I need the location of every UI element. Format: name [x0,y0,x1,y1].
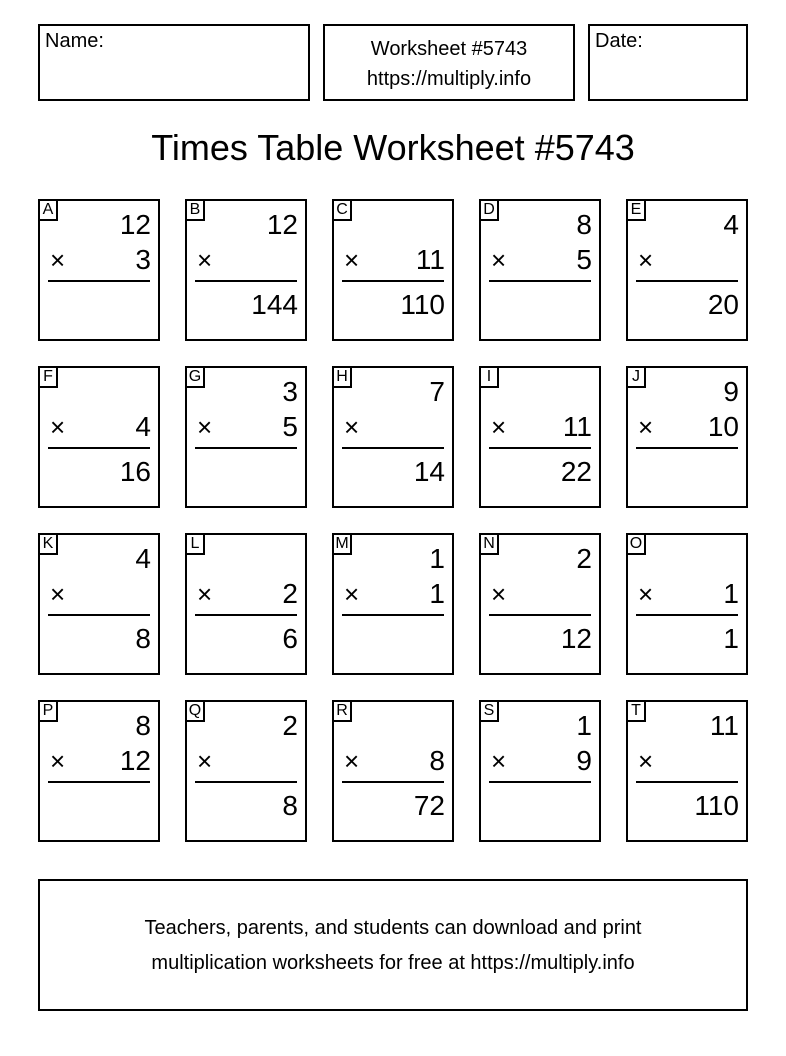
answer-rule [48,280,150,282]
times-sign: × [491,412,507,442]
problem-letter: R [334,702,352,722]
problem-answer: 6 [282,623,298,654]
times-sign: × [638,746,654,776]
problem-letter: K [40,535,58,555]
times-sign: × [197,746,213,776]
footer-line-2: multiplication worksheets for free at https://multiply.info [151,952,635,974]
problem-card [38,366,160,508]
problem-answer: 144 [251,289,298,320]
problem-letter: B [187,201,205,221]
times-sign: × [344,412,360,442]
times-sign: × [344,746,360,776]
answer-rule [342,614,444,616]
problem-answer: 16 [119,456,151,487]
times-sign: × [50,579,66,609]
problem-letter: N [481,535,499,555]
problem-letter: L [187,535,205,555]
problem-bottom-number: 1 [723,578,739,609]
problem-card [626,199,748,341]
answer-rule [489,781,591,783]
problem-top-number: 3 [282,376,298,407]
times-sign: × [491,245,507,275]
problem-letter: G [187,368,205,388]
problem-letter: P [40,702,58,722]
problem-bottom-number: 4 [135,411,151,442]
problem-top-number: 4 [723,209,739,240]
problem-letter: H [334,368,352,388]
date-box[interactable] [588,24,748,101]
answer-rule [636,280,738,282]
problem-letter: Q [187,702,205,722]
problem-answer: 20 [707,289,739,320]
problem-top-number: 4 [135,543,151,574]
times-sign: × [50,245,66,275]
problem-answer: 14 [413,456,445,487]
problem-letter: C [334,201,352,221]
problem-top-number: 12 [266,209,298,240]
problem-bottom-number: 9 [576,745,592,776]
answer-rule [636,614,738,616]
worksheet-url: https://multiply.info [366,68,532,90]
problem-top-number: 7 [429,376,445,407]
worksheet-info-box [323,24,575,101]
problem-top-number: 1 [429,543,445,574]
problem-top-number: 11 [709,710,739,741]
answer-rule [489,614,591,616]
times-sign: × [344,245,360,275]
problem-bottom-number: 5 [282,411,298,442]
problem-answer: 72 [413,790,445,821]
problem-card [38,700,160,842]
problem-answer: 12 [560,623,592,654]
problem-bottom-number: 8 [429,745,445,776]
times-sign: × [197,245,213,275]
page-title: Times Table Worksheet #5743 [151,127,635,168]
problem-letter: I [481,368,499,388]
problem-card [332,700,454,842]
times-sign: × [197,412,213,442]
problem-bottom-number: 1 [429,578,445,609]
problem-card [332,533,454,675]
problem-bottom-number: 2 [282,578,298,609]
problem-card [185,533,307,675]
answer-rule [195,614,297,616]
answer-rule [195,280,297,282]
problem-answer: 8 [135,623,151,654]
problem-answer: 1 [723,623,739,654]
answer-rule [48,447,150,449]
times-sign: × [197,579,213,609]
problem-top-number: 2 [576,543,592,574]
problem-bottom-number: 5 [576,244,592,275]
problem-top-number: 2 [282,710,298,741]
answer-rule [342,781,444,783]
problem-card [479,533,601,675]
problem-card [185,700,307,842]
problem-card [626,700,748,842]
problem-letter: T [628,702,646,722]
problem-top-number: 9 [723,376,739,407]
problem-card [185,366,307,508]
problem-bottom-number: 10 [707,411,739,442]
times-sign: × [638,245,654,275]
problem-answer: 8 [282,790,298,821]
answer-rule [342,447,444,449]
problem-card [38,533,160,675]
problem-card [185,199,307,341]
problem-letter: J [628,368,646,388]
problem-card [479,700,601,842]
problem-card [626,366,748,508]
problem-answer: 22 [560,456,592,487]
problem-letter: E [628,201,646,221]
problem-top-number: 8 [576,209,592,240]
problem-answer: 110 [400,289,445,320]
answer-rule [636,447,738,449]
answer-rule [636,781,738,783]
problem-letter: S [481,702,499,722]
problem-letter: F [40,368,58,388]
answer-rule [48,781,150,783]
problem-card [626,533,748,675]
problem-letter: D [481,201,499,221]
problem-card [38,199,160,341]
problem-bottom-number: 12 [119,745,151,776]
problem-letter: O [628,535,646,555]
problem-top-number: 8 [135,710,151,741]
times-sign: × [50,746,66,776]
times-sign: × [638,579,654,609]
name-label: Name: [45,30,104,52]
problem-bottom-number: 11 [415,244,445,275]
answer-rule [489,447,591,449]
problem-top-number: 12 [119,209,151,240]
problem-card [332,366,454,508]
answer-rule [48,614,150,616]
answer-rule [195,447,297,449]
problem-card [479,366,601,508]
answer-rule [489,280,591,282]
times-sign: × [638,412,654,442]
problem-card [479,199,601,341]
problem-card [332,199,454,341]
problem-answer: 110 [694,790,739,821]
problem-bottom-number: 11 [562,411,592,442]
answer-rule [195,781,297,783]
problem-bottom-number: 3 [135,244,151,275]
problem-top-number: 1 [576,710,592,741]
name-box[interactable] [38,24,310,101]
answer-rule [342,280,444,282]
problem-letter: M [334,535,352,555]
times-sign: × [491,579,507,609]
footer-line-1: Teachers, parents, and students can download and print [144,917,642,939]
worksheet-number: Worksheet #5743 [370,38,528,60]
times-sign: × [50,412,66,442]
problem-letter: A [40,201,58,221]
times-sign: × [344,579,360,609]
date-label: Date: [595,30,643,52]
footer-box [38,879,748,1011]
times-sign: × [491,746,507,776]
